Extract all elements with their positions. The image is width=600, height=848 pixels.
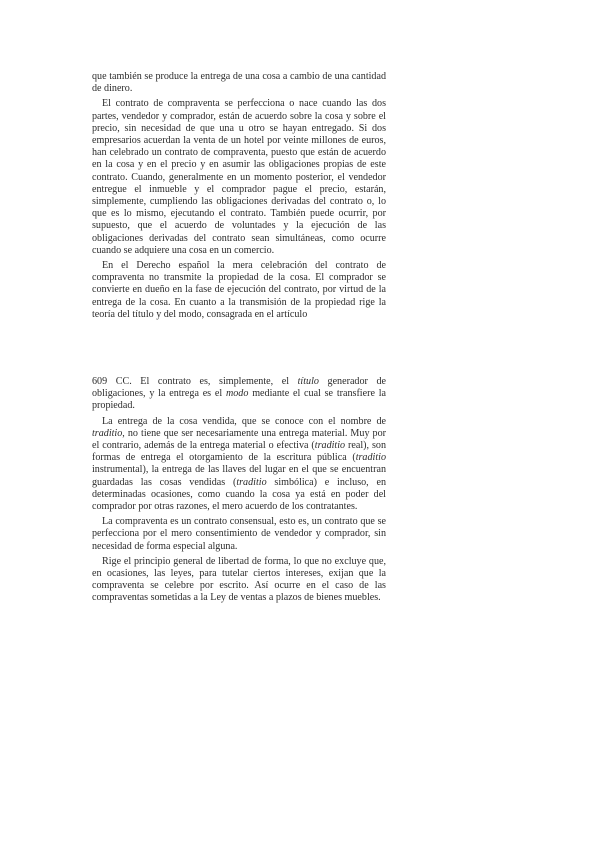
italic-term: traditio	[355, 452, 386, 464]
paragraph: La compraventa es un contrato consensual, esto es, un contrato que se perfecciona por el mero consentimiento de vendedor y comprador, sin necesidad de forma especial alguna.	[92, 516, 386, 552]
text-run: instrumental), la entrega de las llaves del lugar en el que se encuentran guardadas las cosas vendidas (	[92, 464, 386, 488]
paragraph: El contrato de compraventa se perfecciona o nace cuando las dos partes, vendedor y comprador, están de acuerdo sobre la cosa y sobre el precio, sin necesidad de que una u otro se hayan entregado. Si dos empresarios acuerdan la venta de un hotel por veinte millones de euros, han celebrado un contrato de compraventa, puesto que están de acuerdo en la cosa y en el precio y en asumir las obligaciones propias de este contrato. Cuando, generalmente en un momento posterior, el vendedor entregue el inmueble y el comprador pague el precio, estarán, simplemente, cumpliendo las obligaciones derivadas del contrato o, lo que es lo mismo, ejecutando el contrato. También puede ocurrir, por supuesto, que el acuerdo de voluntades y la ejecución de las obligaciones derivadas del contrato sean simultáneas, como ocurre cuando se adquiere una cosa en un comercio.	[92, 98, 386, 256]
text-run: generador de obligaciones, y la entrega es el	[92, 376, 386, 400]
paragraph	[92, 416, 386, 514]
italic-term: traditio	[236, 476, 267, 488]
italic-term: título	[297, 376, 319, 387]
text-run: simbólica) e incluso, en determinadas ocasiones, como cuando la cosa ya está en poder del comprador por otras razones, el mero acuerdo de los contratantes.	[92, 476, 387, 513]
text-run: real), son formas de entrega el otorgamiento de la escritura pública (	[92, 440, 386, 464]
paragraph	[92, 376, 386, 413]
italic-term: traditio	[314, 440, 346, 452]
text-block-top	[92, 71, 386, 324]
paragraph: Rige el principio general de libertad de forma, lo que no excluye que, en ocasiones, las leyes, para tutelar ciertos intereses, exijan que la compraventa se celebre por escrito. Así ocurre en el caso de las compraventas sometidas a la Ley de ventas a plazos de bienes muebles.	[92, 555, 386, 604]
text-run: La entrega de la cosa vendida, que se conoce con el nombre de	[102, 415, 386, 427]
italic-term: modo	[225, 388, 249, 400]
paragraph: que también se produce la entrega de una cosa a cambio de una cantidad de dinero.	[92, 71, 386, 95]
italic-term: traditio	[92, 427, 123, 439]
text-run: , no tiene que ser necesariamente una entrega material. Muy por el contrario, además de la entrega material o efectiva (	[92, 427, 386, 452]
text-run: mediante el cual se transfiere la propiedad.	[92, 388, 386, 412]
text-run: 609 CC. El contrato es, simplemente, el	[92, 376, 298, 387]
text-block-bottom	[92, 376, 386, 608]
paragraph: En el Derecho español la mera celebración del contrato de compraventa no transmite la propiedad de la cosa. El comprador se convierte en dueño en la fase de ejecución del contrato, por virtud de la entrega de la cosa. En cuanto a la transmisión de la propiedad rige la teoría del título y del modo, consagrada en el artículo	[92, 260, 386, 320]
